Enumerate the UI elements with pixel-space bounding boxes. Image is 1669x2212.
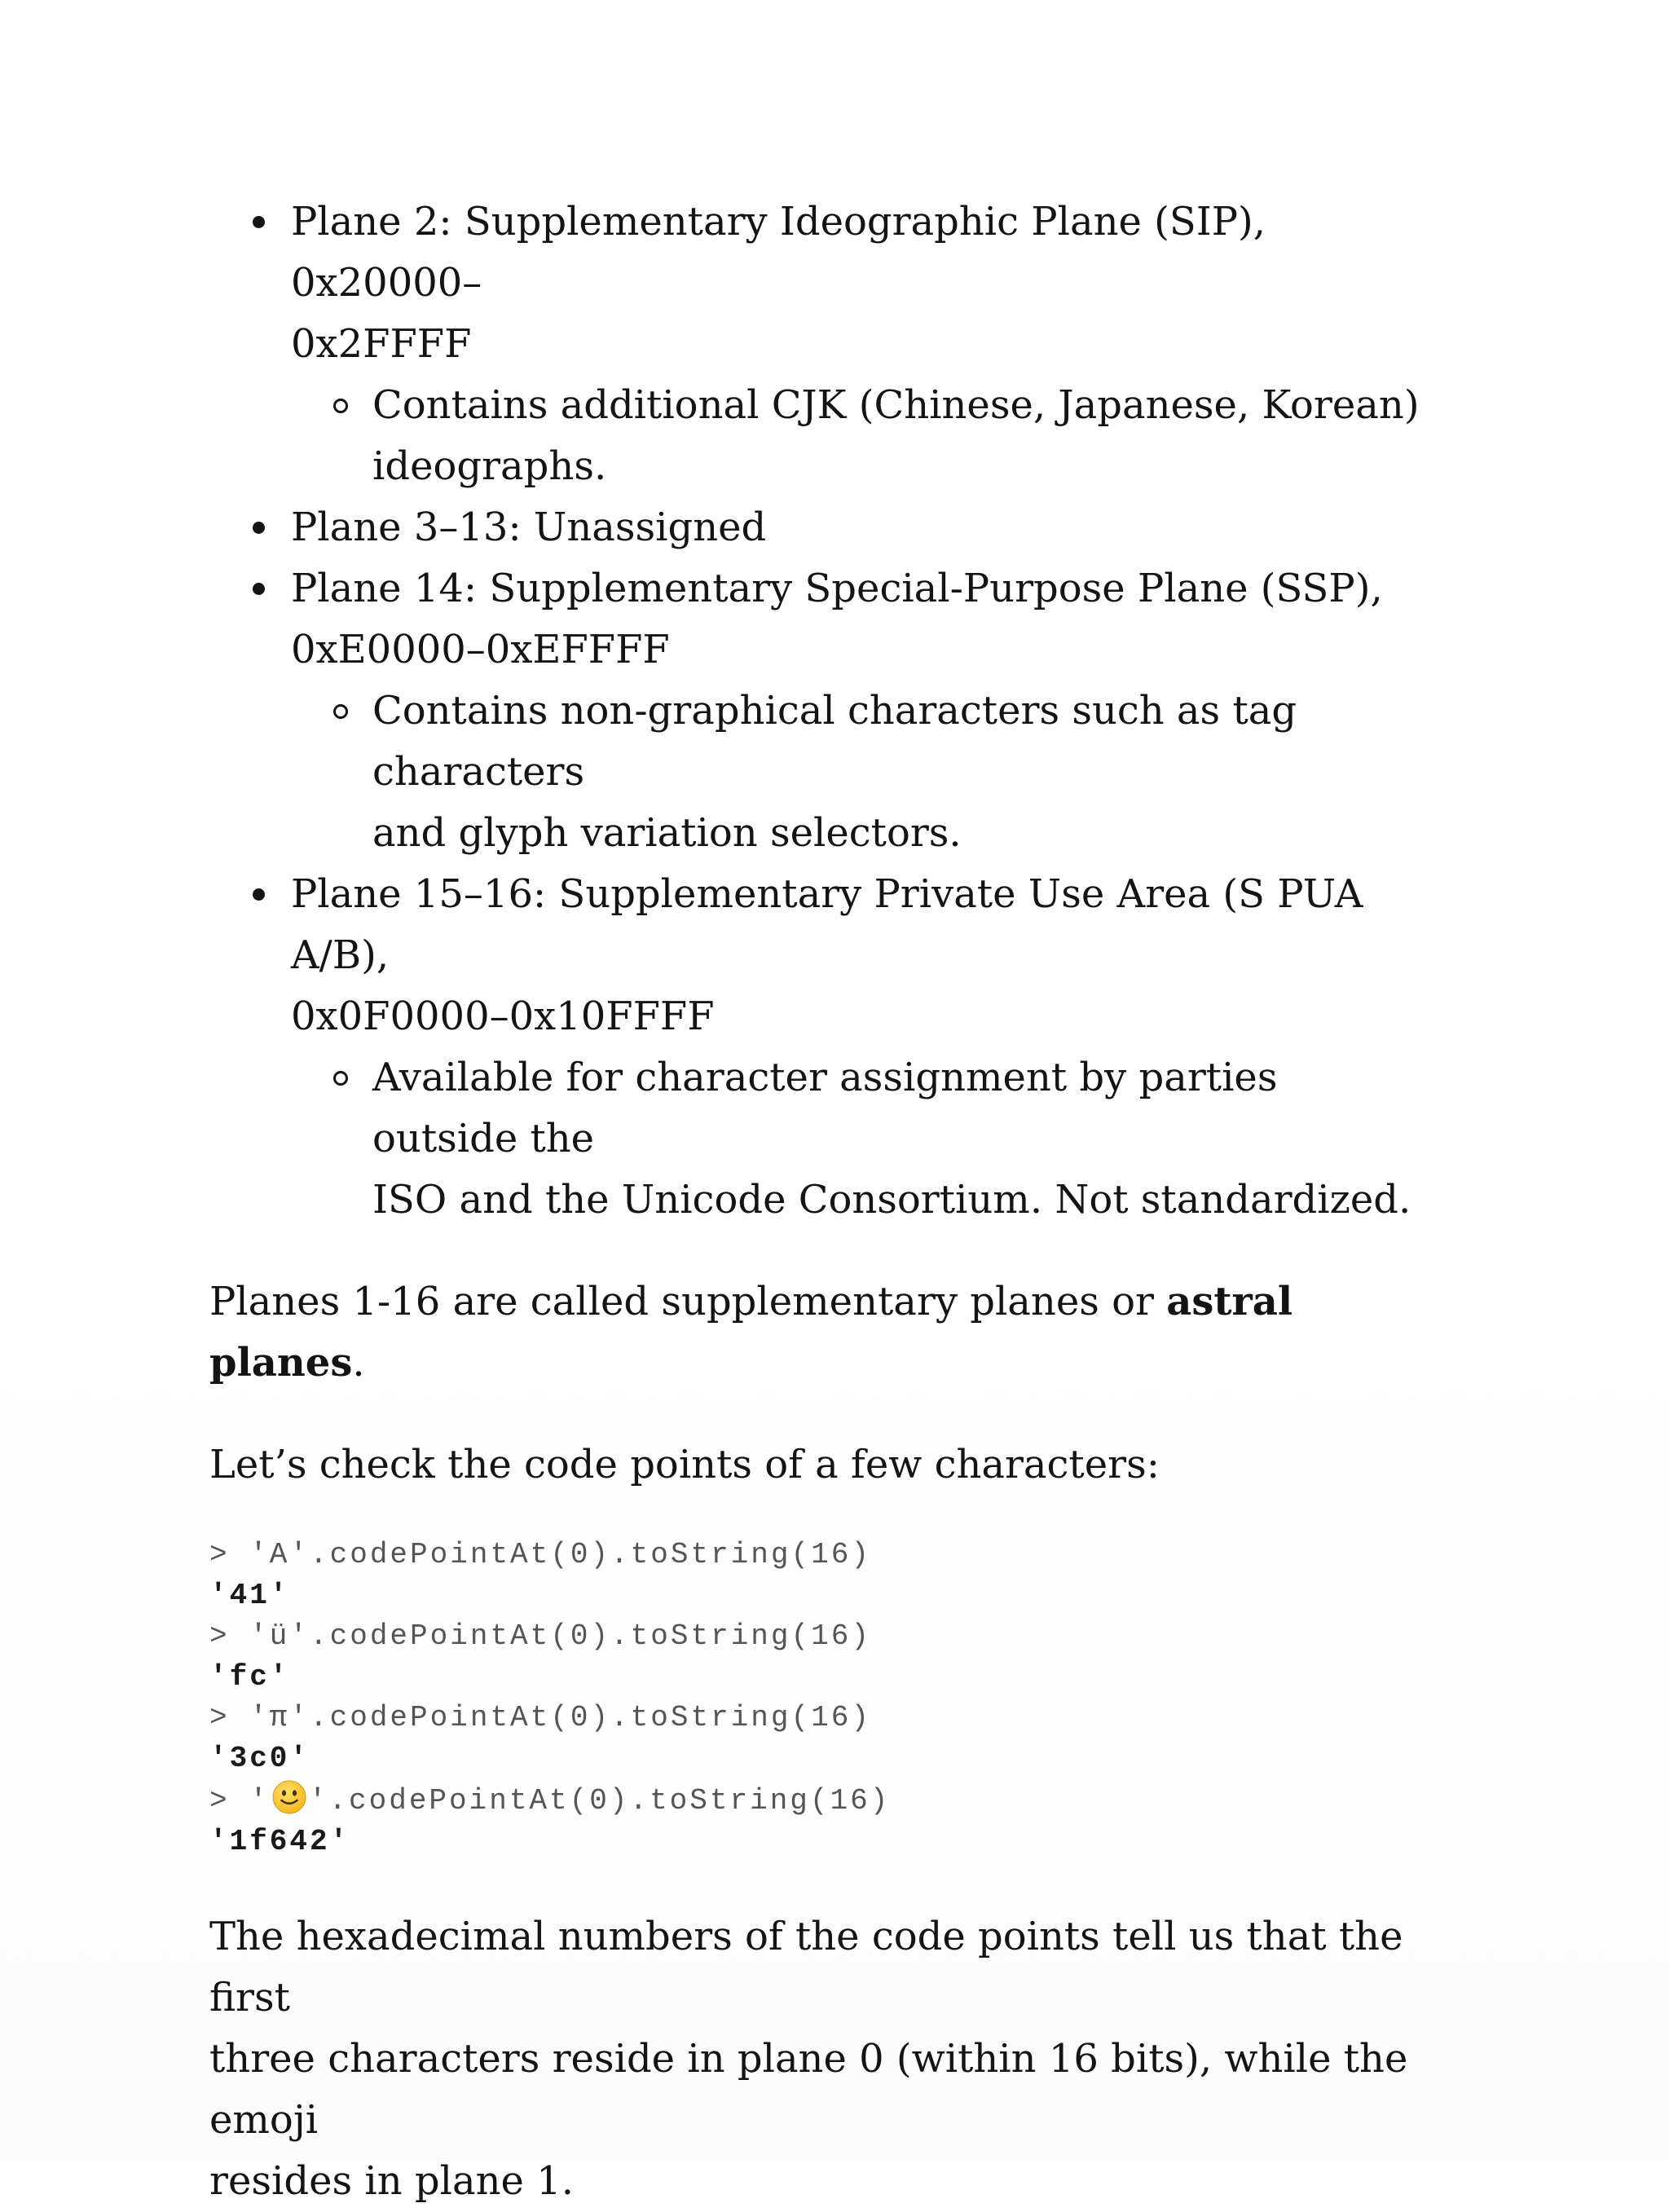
sub-list-item-text: Contains additional CJK (Chinese, Japanese, Korean) (372, 382, 1420, 428)
sub-list-item-text-cont: and glyph variation selectors. (372, 810, 962, 856)
circle-bullet-icon (333, 399, 348, 413)
list-item-text: Plane 3–13: Unassigned (291, 505, 767, 550)
paragraph-line: three characters reside in plane 0 (within 16 bits), while the emoji (209, 2036, 1408, 2143)
document-page (209, 192, 1432, 2212)
sub-list-item (372, 375, 1432, 497)
list-item-text: Plane 14: Supplementary Special-Purpose Plane (SSP), (291, 566, 1383, 611)
code-input-line: > 'A'.codePointAt(0).toString(16) (209, 1538, 871, 1571)
paragraph-line: The hexadecimal numbers of the code points tell us that the first (209, 1914, 1403, 2020)
code-suffix: '.codePointAt(0).toString(16) (308, 1784, 891, 1818)
list-item-text: Plane 2: Supplementary Ideographic Plane (SIP), 0x20000– (291, 199, 1266, 306)
slightly-smiling-face-icon (271, 1779, 307, 1815)
code-input-line: > 'ü'.codePointAt(0).toString(16) (209, 1619, 871, 1653)
list-item-text-cont: 0x0F0000–0x10FFFF (291, 994, 715, 1039)
code-block (209, 1535, 1432, 1862)
paragraph-text: Planes 1-16 are called supplementary planes or (209, 1279, 1167, 1324)
conclusion-paragraph (209, 1906, 1432, 2212)
list-item (291, 864, 1432, 1231)
circle-bullet-icon (333, 704, 348, 719)
paragraph-line: resides in plane 1. (209, 2158, 574, 2204)
code-input-line: > 'π'.codePointAt(0).toString(16) (209, 1701, 871, 1734)
code-prefix: > ' (209, 1784, 270, 1818)
sub-list (291, 375, 1432, 497)
paragraph-punct: . (352, 1340, 365, 1386)
bullet-icon (253, 888, 265, 901)
bold-term: astral planes (209, 1279, 1293, 1386)
list-item (291, 192, 1432, 497)
intro-paragraph: Let’s check the code points of a few characters: (209, 1442, 1160, 1487)
list-item-text-cont: 0xE0000–0xEFFFF (291, 627, 670, 672)
sub-list-item-text-cont: ISO and the Unicode Consortium. Not standardized. (372, 1177, 1411, 1223)
plane-list (209, 192, 1432, 1231)
list-item (291, 497, 1432, 558)
list-item-text: Plane 15–16: Supplementary Private Use Area (S PUA A/B), (291, 871, 1363, 978)
code-output-line: '41' (209, 1579, 290, 1612)
bullet-icon (253, 216, 265, 228)
sub-list-item-text: Contains non-graphical characters such as tag characters (372, 688, 1297, 795)
code-output-line: '3c0' (209, 1742, 310, 1775)
sub-list (291, 1047, 1432, 1231)
sub-list-item-text: Available for character assignment by parties outside the (372, 1055, 1278, 1161)
sub-list (291, 681, 1432, 864)
list-item (291, 558, 1432, 864)
bullet-icon (253, 522, 265, 534)
list-item-text-cont: 0x2FFFF (291, 321, 472, 367)
code-input-line-emoji (209, 1779, 1432, 1822)
astral-planes-paragraph (209, 1271, 1432, 1394)
bullet-icon (253, 583, 265, 595)
circle-bullet-icon (333, 1071, 348, 1086)
code-output-line: 'fc' (209, 1660, 290, 1694)
code-output-line: '1f642' (209, 1825, 350, 1858)
sub-list-item (372, 681, 1432, 864)
sub-list-item-text-cont: ideographs. (372, 443, 607, 489)
sub-list-item (372, 1047, 1432, 1231)
